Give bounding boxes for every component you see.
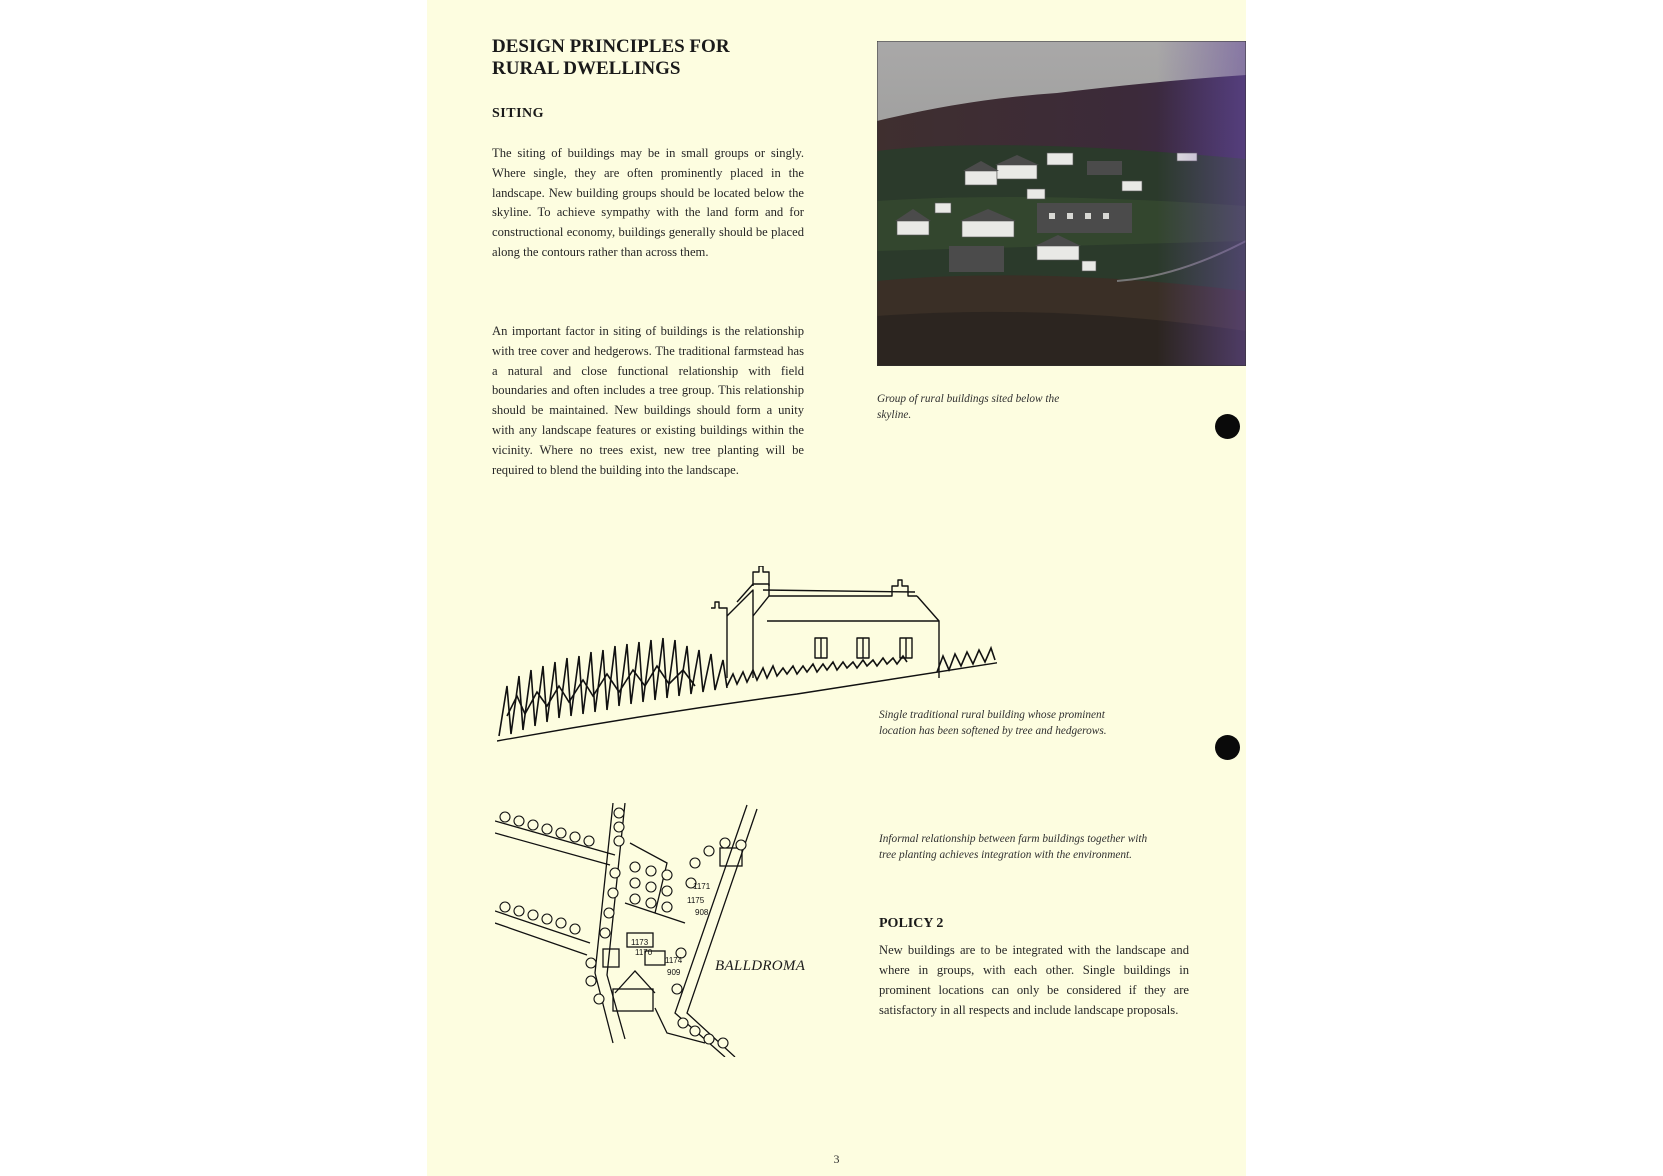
policy-text: New buildings are to be integrated with the landscape and where in groups, with each other. Single buildings in prominent locations can only be considered if they are satisfactory in all respects and include landscape proposals.: [879, 943, 1189, 1017]
title-line-2: RURAL DWELLINGS: [492, 58, 681, 79]
document-page: [427, 0, 1246, 1176]
policy-heading: POLICY 2: [879, 916, 944, 931]
punch-hole: [1215, 414, 1240, 439]
sketch-caption: Single traditional rural building whose prominent location has been softened by tree and hedgerows.: [879, 709, 1107, 737]
village-photo: [877, 41, 1246, 366]
page-title: [492, 36, 730, 80]
plot-number: 1170: [635, 948, 653, 957]
map-caption: Informal relationship between farm buildings together with tree planting achieves integration with the environment.: [879, 833, 1148, 861]
map-place-name: BALLDROMA: [715, 958, 806, 974]
section-heading: SITING: [492, 106, 545, 121]
plot-number: 1171: [693, 882, 711, 891]
plot-number: 1173: [631, 938, 649, 947]
paragraph-2: An important factor in siting of buildings is the relationship with tree cover and hedgerows. The traditional farmstead has a natural and close functional relationship with field boundaries and often includes a tree group. This relationship should be maintained. New buildings should form a unity with any landscape features or existing buildings within the vicinity. Where no trees exist, new tree planting will be required to blend the building into the landscape.: [492, 324, 804, 477]
site-map: [495, 803, 775, 1057]
plot-number: 1174: [665, 956, 683, 965]
photo-caption: Group of rural buildings sited below the skyline.: [877, 393, 1060, 421]
plot-number: 909: [667, 968, 681, 977]
title-line-1: DESIGN PRINCIPLES FOR: [492, 36, 730, 57]
page-number: 3: [833, 1152, 840, 1166]
plot-number: 1175: [687, 896, 705, 905]
plot-number: 908: [695, 908, 709, 917]
punch-hole: [1215, 735, 1240, 760]
paragraph-1: The siting of buildings may be in small groups or singly. Where single, they are often prominently placed in the landscape. New building groups should be located below the skyline. To achieve sympathy with the land form and for constructional economy, buildings generally should be placed along the contours rather than across them.: [492, 146, 804, 259]
